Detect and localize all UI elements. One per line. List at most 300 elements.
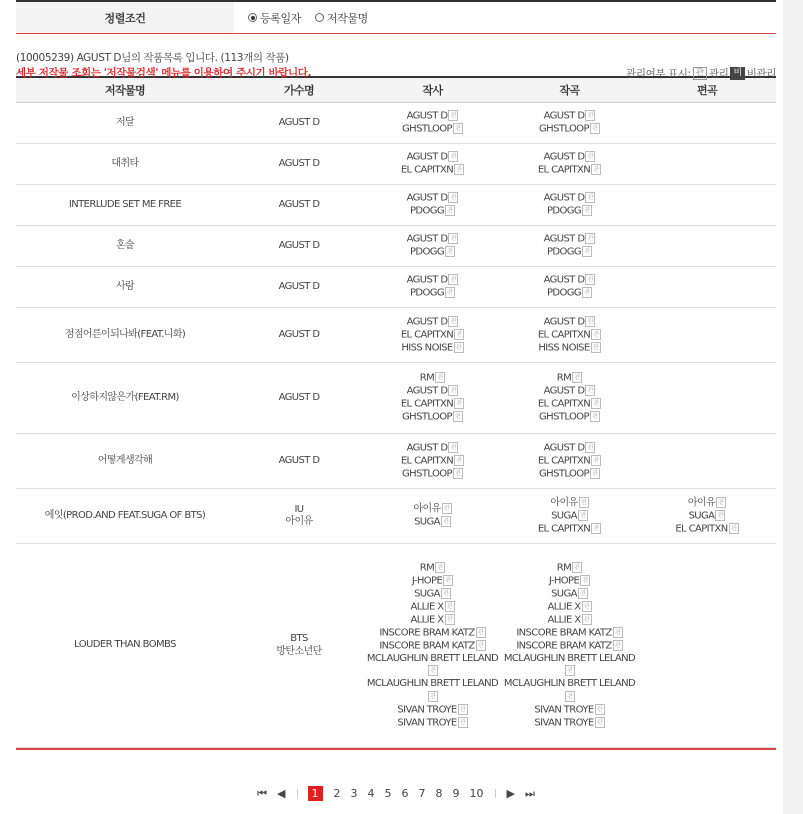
credit-entry <box>502 287 637 300</box>
credit-name: SUGA <box>551 510 577 521</box>
credit-name: EL CAPITXN <box>675 523 728 534</box>
credit-name: GHSTLOOP <box>539 411 589 423</box>
radio-unchecked-icon <box>315 13 324 22</box>
managed-mark-icon: 관 <box>441 588 451 599</box>
credit-name: INSCORE BRAM KATZ <box>516 640 612 651</box>
credit-entry <box>365 575 500 588</box>
table-bottom-rule <box>16 748 776 750</box>
credit-name: SIVAN TROYE <box>397 704 457 715</box>
header-lyricist: 작사 <box>364 77 501 103</box>
work-title[interactable]: 저달 <box>16 103 234 144</box>
credit-name: ALLIE X <box>410 614 444 625</box>
managed-mark-icon: 관 <box>582 205 592 216</box>
managed-mark-icon: 관 <box>448 274 458 285</box>
credit-name: SIVAN TROYE <box>397 717 457 728</box>
singer-name: AGUST D <box>278 280 320 292</box>
work-title[interactable]: 에잇(PROD.AND FEAT.SUGA OF BTS) <box>16 489 234 544</box>
credit-entry <box>365 287 500 300</box>
singer-name: AGUST D <box>278 157 320 169</box>
credit-name: AGUST D <box>406 442 448 453</box>
managed-mark-icon: 관 <box>585 385 595 396</box>
lyricist-cell <box>364 544 501 748</box>
credit-name: MCLAUGHLIN BRETT LELAND <box>366 652 499 664</box>
credit-entry <box>502 575 637 588</box>
credit-entry <box>502 614 637 627</box>
work-title[interactable]: 점점어른이되나봐(FEAT.니화) <box>16 308 234 363</box>
credit-entry <box>365 385 500 398</box>
managed-mark-icon: 관 <box>595 704 605 715</box>
arranger-cell <box>638 308 776 363</box>
singer-cell <box>234 434 364 489</box>
credit-entry <box>639 523 775 536</box>
credit-entry <box>365 342 500 355</box>
credit-name: 아이유 <box>413 503 441 515</box>
managed-mark-icon: 관 <box>613 627 623 638</box>
managed-mark-icon: 관 <box>445 246 455 257</box>
page-6-link[interactable]: 6 <box>401 787 409 800</box>
credit-entry <box>502 468 637 481</box>
credit-entry <box>365 588 500 601</box>
credit-name: RM <box>556 562 572 573</box>
managed-mark-icon: 관 <box>716 497 726 508</box>
singer-cell <box>234 363 364 434</box>
credit-entry <box>502 704 637 717</box>
credit-entry <box>365 627 500 640</box>
composer-cell <box>501 544 638 748</box>
work-title[interactable]: INTERLUDE SET ME FREE <box>16 185 234 226</box>
credit-entry <box>365 411 500 424</box>
managed-mark-icon: 관 <box>445 614 455 625</box>
page-10-link[interactable]: 10 <box>469 787 484 800</box>
singer-cell <box>234 103 364 144</box>
managed-mark-icon: 관 <box>582 601 592 612</box>
singer-cell <box>234 544 364 748</box>
singer-cell <box>234 226 364 267</box>
work-title[interactable]: 이상하지않은가(FEAT.RM) <box>16 363 234 434</box>
management-legend <box>626 66 776 81</box>
credit-entry <box>502 510 637 523</box>
credit-name: SIVAN TROYE <box>534 704 594 715</box>
first-page-icon[interactable]: ⏮ <box>257 786 268 800</box>
credit-entry <box>365 398 500 411</box>
managed-mark-icon: 관 <box>585 192 595 203</box>
prev-page-icon[interactable]: ◀ <box>277 787 286 800</box>
credit-entry <box>365 233 500 246</box>
managed-mark-icon: 관 <box>715 510 725 521</box>
header-arranger: 편곡 <box>638 77 776 103</box>
managed-mark-icon: 관 <box>448 192 458 203</box>
managed-mark-icon: 관 <box>591 164 601 175</box>
managed-mark-icon: 관 <box>445 601 455 612</box>
page-1-link[interactable]: 1 <box>308 786 323 801</box>
composer-cell <box>501 103 638 144</box>
table-row <box>16 267 776 308</box>
legend-unmanaged-label: 비관리 <box>746 68 776 80</box>
credit-entry <box>365 316 500 329</box>
credit-name: GHSTLOOP <box>402 123 452 135</box>
table-row <box>16 434 776 489</box>
managed-mark-icon: 관 <box>572 372 582 383</box>
credit-name: EL CAPITXN <box>537 329 591 340</box>
credit-name: EL CAPITXN <box>537 523 591 534</box>
credit-name: MCLAUGHLIN BRETT LELAND <box>503 678 636 689</box>
credit-name: MCLAUGHLIN BRETT LELAND <box>503 652 636 664</box>
credit-entry <box>502 717 637 730</box>
credit-name: EL CAPITXN <box>400 398 454 410</box>
managed-mark-icon: 관 <box>454 398 464 409</box>
credit-entry <box>502 192 637 205</box>
credit-entry <box>365 192 500 205</box>
managed-mark-icon: 관 <box>595 717 605 728</box>
credit-name: AGUST D <box>543 274 585 286</box>
info-block <box>16 34 776 80</box>
credit-entry <box>365 110 500 123</box>
credit-entry <box>365 614 500 627</box>
page-2-link[interactable]: 2 <box>333 787 341 800</box>
composer-cell <box>501 144 638 185</box>
credit-entry <box>365 704 500 717</box>
credit-name: PDOGG <box>546 287 582 299</box>
header-composer: 작곡 <box>501 77 638 103</box>
credit-name: PDOGG <box>546 246 582 258</box>
credit-name: ALLIE X <box>547 601 581 612</box>
credit-entry <box>365 205 500 218</box>
credit-entry <box>365 678 500 704</box>
managed-mark-icon: 관 <box>454 329 464 340</box>
managed-mark-icon: 관 <box>585 316 595 327</box>
credit-name: AGUST D <box>543 385 585 397</box>
lyricist-cell <box>364 363 501 434</box>
credit-name: RM <box>419 562 435 573</box>
managed-mark-icon: 관 <box>476 627 486 638</box>
credit-entry <box>502 164 637 177</box>
credit-name: AGUST D <box>406 110 448 122</box>
pager-divider <box>297 789 298 798</box>
singer-cell <box>234 489 364 544</box>
credit-entry <box>365 562 500 575</box>
credit-name: INSCORE BRAM KATZ <box>379 640 475 651</box>
table-row <box>16 308 776 363</box>
credit-entry <box>365 717 500 730</box>
page-9-link[interactable]: 9 <box>452 787 460 800</box>
page-7-link[interactable]: 7 <box>418 787 426 800</box>
credit-entry <box>365 516 500 529</box>
singer-name: IU <box>294 503 304 515</box>
managed-mark-icon: 관 <box>448 110 458 121</box>
credit-name: PDOGG <box>546 205 582 217</box>
credit-entry <box>502 640 637 653</box>
credit-name: 아이유 <box>687 497 716 508</box>
credit-name: HISS NOISE <box>538 342 590 353</box>
works-count-text: (10005239) AGUST D님의 작품목록 입니다. (113개의 작품) <box>16 52 289 64</box>
managed-mark-icon: 관 <box>448 442 458 453</box>
credit-entry <box>502 205 637 218</box>
arranger-cell <box>638 144 776 185</box>
page-scrollbar[interactable] <box>783 0 803 814</box>
managed-mark-icon: 관 <box>458 704 468 715</box>
managed-mark-icon: 관 <box>476 640 486 651</box>
credit-entry <box>365 151 500 164</box>
managed-mark-icon: 관 <box>591 523 601 534</box>
credit-name: 아이유 <box>550 497 578 508</box>
lyricist-cell <box>364 185 501 226</box>
singer-name: BTS <box>290 633 308 644</box>
credit-entry <box>639 497 775 510</box>
credit-entry <box>365 372 500 385</box>
credit-entry <box>365 468 500 481</box>
managed-mark-icon: 관 <box>729 523 739 534</box>
work-title[interactable]: LOUDER THAN BOMBS <box>16 544 234 748</box>
composer-cell <box>501 267 638 308</box>
managed-mark-icon: 관 <box>591 398 601 409</box>
credit-name: AGUST D <box>543 233 585 245</box>
credit-name: AGUST D <box>406 233 448 245</box>
pager-divider <box>495 789 496 798</box>
managed-mark-icon: 관 <box>448 233 458 244</box>
credit-name: AGUST D <box>543 316 585 327</box>
sort-by-date-label: 등록일자 <box>260 11 301 25</box>
singer-name: AGUST D <box>278 391 320 403</box>
table-row <box>16 103 776 144</box>
managed-mark-icon: 관 <box>578 510 588 521</box>
work-title[interactable]: 사람 <box>16 267 234 308</box>
managed-mark-icon: 관 <box>590 123 600 134</box>
arranger-cell <box>638 185 776 226</box>
work-title[interactable]: 대취타 <box>16 144 234 185</box>
credit-name: EL CAPITXN <box>537 455 591 466</box>
credit-name: AGUST D <box>543 110 585 122</box>
composer-cell <box>501 363 638 434</box>
works-table <box>16 76 776 748</box>
managed-mark-icon: 관 <box>572 562 582 573</box>
managed-mark-icon: 관 <box>585 151 595 162</box>
credit-name: J-HOPE <box>548 575 580 586</box>
credit-entry <box>502 627 637 640</box>
credit-name: SUGA <box>414 588 440 599</box>
managed-mark-icon: 관 <box>578 588 588 599</box>
credit-name: SUGA <box>414 516 440 528</box>
singer-name: AGUST D <box>278 239 320 251</box>
credit-entry <box>502 385 637 398</box>
credit-entry <box>365 123 500 136</box>
credit-entry <box>365 274 500 287</box>
table-row <box>16 144 776 185</box>
credit-entry <box>639 510 775 523</box>
work-title[interactable]: 어떻게생각해 <box>16 434 234 489</box>
managed-mark-icon: 관 <box>585 233 595 244</box>
managed-mark-icon: 관 <box>441 516 451 527</box>
sort-by-title-label: 저작물명 <box>326 11 368 25</box>
sort-bar <box>16 0 776 34</box>
credit-entry <box>502 588 637 601</box>
credit-entry <box>502 601 637 614</box>
credit-entry <box>502 233 637 246</box>
credit-name: AGUST D <box>543 442 585 453</box>
table-row <box>16 363 776 434</box>
credit-name: AGUST D <box>543 192 585 204</box>
lyricist-cell <box>364 103 501 144</box>
credit-name: HISS NOISE <box>401 342 453 353</box>
credit-entry <box>502 523 637 536</box>
lyricist-cell <box>364 308 501 363</box>
managed-mark-icon: 관 <box>582 614 592 625</box>
unmanaged-mark-icon: 비 <box>730 67 744 80</box>
managed-mark-icon: 관 <box>428 691 438 702</box>
managed-mark-icon: 관 <box>582 246 592 257</box>
legend-prefix: 관리여부 표시: <box>626 68 691 80</box>
managed-mark-icon: 관 <box>453 411 463 422</box>
credit-name: ALLIE X <box>547 614 581 625</box>
credit-entry <box>365 246 500 259</box>
managed-mark-icon: 관 <box>448 151 458 162</box>
composer-cell <box>501 434 638 489</box>
managed-mark-icon: 관 <box>565 691 575 702</box>
composer-cell <box>501 489 638 544</box>
composer-cell <box>501 308 638 363</box>
managed-mark-icon: 관 <box>448 316 458 327</box>
managed-mark-icon: 관 <box>445 287 455 298</box>
composer-cell <box>501 226 638 267</box>
credit-name: SUGA <box>688 510 715 521</box>
credit-name: AGUST D <box>406 151 448 163</box>
page-8-link[interactable]: 8 <box>435 787 443 800</box>
credit-entry <box>502 442 637 455</box>
credit-name: GHSTLOOP <box>402 411 452 423</box>
work-title[interactable]: 혼술 <box>16 226 234 267</box>
credit-entry <box>365 653 500 679</box>
credit-name: MCLAUGHLIN BRETT LELAND <box>366 678 499 689</box>
managed-mark-icon: 관 <box>454 342 464 353</box>
credit-name: AGUST D <box>406 192 448 204</box>
credit-entry <box>502 455 637 468</box>
managed-mark-icon: 관 <box>585 274 595 285</box>
next-page-icon[interactable]: ▶ <box>506 787 515 800</box>
credit-entry <box>502 274 637 287</box>
legend-managed-label: 관리 <box>708 68 729 80</box>
credit-entry <box>502 110 637 123</box>
managed-mark-icon: 관 <box>448 385 458 396</box>
credit-name: GHSTLOOP <box>539 468 589 479</box>
singer-name: 아이유 <box>285 516 313 527</box>
search-notice: 세부 저작물 조회는 '저작물검색' 메뉴를 이용하여 주시기 바랍니다. <box>16 67 312 79</box>
credit-entry <box>502 562 637 575</box>
managed-mark-icon: 관 <box>613 640 623 651</box>
managed-mark-icon: 관 <box>580 575 590 586</box>
managed-mark-icon: 관 <box>454 455 464 466</box>
arranger-cell <box>638 363 776 434</box>
managed-mark-icon: 관 <box>453 468 463 479</box>
singer-name: AGUST D <box>278 198 320 210</box>
managed-mark-icon: 관 <box>435 372 445 383</box>
credit-entry <box>502 678 637 704</box>
managed-mark-icon: 관 <box>454 164 464 175</box>
table-row <box>16 226 776 267</box>
credit-entry <box>502 398 637 411</box>
credit-entry <box>365 164 500 177</box>
singer-cell <box>234 267 364 308</box>
credit-name: EL CAPITXN <box>537 398 591 410</box>
credit-name: INSCORE BRAM KATZ <box>516 627 612 638</box>
page-4-link[interactable]: 4 <box>367 787 375 800</box>
credit-name: SUGA <box>551 588 577 599</box>
credit-name: EL CAPITXN <box>400 329 454 340</box>
sort-label: 정렬조건 <box>16 2 234 33</box>
credit-entry <box>502 329 637 342</box>
credit-entry <box>502 497 637 510</box>
last-page-icon[interactable]: ⏭ <box>524 786 535 800</box>
managed-mark-icon: 관 <box>442 503 452 514</box>
credit-entry <box>502 653 637 679</box>
singer-name: AGUST D <box>278 116 320 128</box>
singer-cell <box>234 185 364 226</box>
managed-mark-icon: 관 <box>693 67 707 80</box>
table-row <box>16 489 776 544</box>
credit-entry <box>502 316 637 329</box>
credit-entry <box>365 503 500 516</box>
lyricist-cell <box>364 489 501 544</box>
credit-name: J-HOPE <box>411 575 443 586</box>
composer-cell <box>501 185 638 226</box>
managed-mark-icon: 관 <box>453 123 463 134</box>
credit-entry <box>365 455 500 468</box>
arranger-cell <box>638 544 776 748</box>
lyricist-cell <box>364 434 501 489</box>
credit-name: AGUST D <box>543 151 585 163</box>
managed-mark-icon: 관 <box>590 468 600 479</box>
credit-name: EL CAPITXN <box>400 455 454 466</box>
credit-entry <box>365 442 500 455</box>
credit-entry <box>502 372 637 385</box>
credit-name: PDOGG <box>409 246 445 258</box>
credit-name: EL CAPITXN <box>400 164 454 176</box>
credit-name: PDOGG <box>409 205 445 217</box>
lyricist-cell <box>364 144 501 185</box>
managed-mark-icon: 관 <box>590 411 600 422</box>
credit-name: AGUST D <box>406 274 448 286</box>
managed-mark-icon: 관 <box>585 110 595 121</box>
sort-by-title-radio[interactable] <box>315 10 368 26</box>
credit-entry <box>502 123 637 136</box>
singer-cell <box>234 144 364 185</box>
arranger-cell <box>638 103 776 144</box>
page-numbers <box>304 786 489 801</box>
pagination <box>16 786 776 801</box>
credit-entry <box>365 601 500 614</box>
managed-mark-icon: 관 <box>582 287 592 298</box>
arranger-cell <box>638 226 776 267</box>
credit-name: GHSTLOOP <box>539 123 589 135</box>
managed-mark-icon: 관 <box>591 342 601 353</box>
radio-checked-icon <box>248 13 257 22</box>
page-3-link[interactable]: 3 <box>350 787 358 800</box>
singer-cell <box>234 308 364 363</box>
header-singer: 가수명 <box>234 77 364 103</box>
arranger-cell <box>638 434 776 489</box>
credit-entry <box>502 246 637 259</box>
managed-mark-icon: 관 <box>591 455 601 466</box>
works-panel <box>16 0 776 800</box>
page-5-link[interactable]: 5 <box>384 787 392 800</box>
managed-mark-icon: 관 <box>591 329 601 340</box>
credit-name: PDOGG <box>409 287 445 299</box>
arranger-cell <box>638 267 776 308</box>
managed-mark-icon: 관 <box>565 665 575 676</box>
credit-entry <box>365 329 500 342</box>
table-row <box>16 544 776 748</box>
credit-entry <box>502 151 637 164</box>
sort-by-date-radio[interactable] <box>248 10 301 26</box>
credit-name: INSCORE BRAM KATZ <box>379 627 475 638</box>
